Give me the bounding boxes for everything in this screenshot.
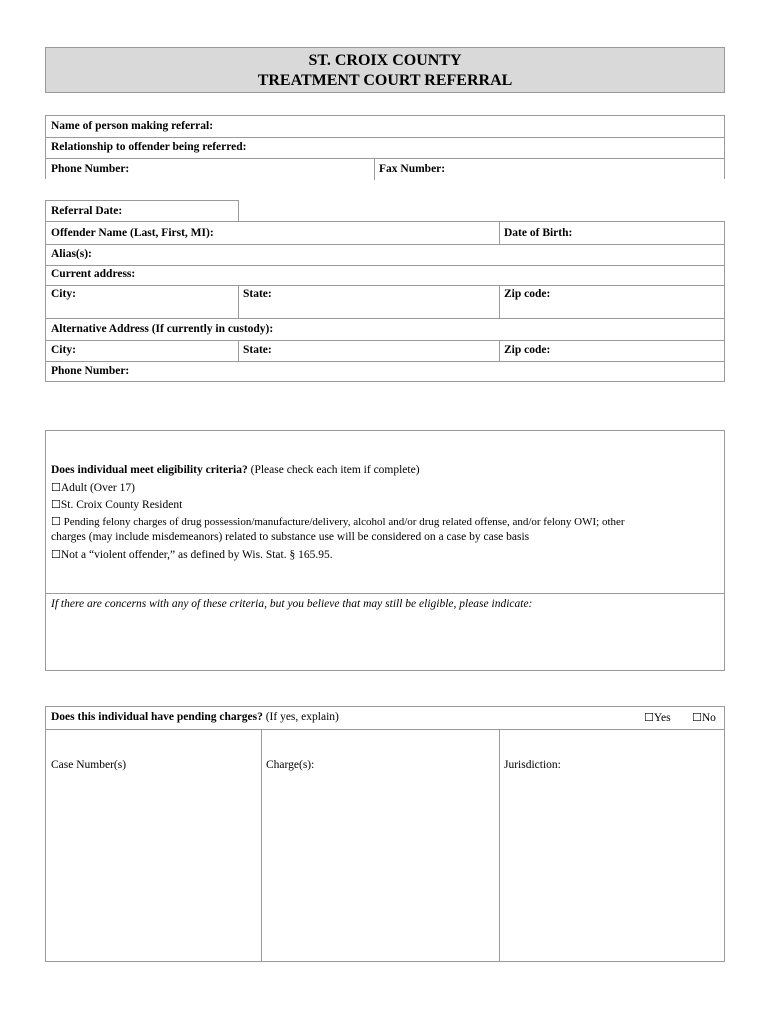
pending-charges-section bbox=[45, 706, 725, 962]
charges-column: Charge(s): bbox=[266, 759, 315, 771]
pending-question-text: Does this individual have pending charges? bbox=[51, 711, 263, 723]
city-label: City: bbox=[51, 288, 76, 300]
eligibility-item-resident[interactable]: ☐St. Croix County Resident bbox=[51, 498, 183, 511]
state-label: State: bbox=[243, 288, 272, 300]
checkbox-icon[interactable]: ☐ bbox=[51, 498, 61, 511]
referrer-relationship-label: Relationship to offender being referred: bbox=[51, 141, 247, 153]
alt-zip-label: Zip code: bbox=[504, 344, 551, 356]
eligibility-question-note: (Please check each item if complete) bbox=[247, 464, 420, 476]
checkbox-icon[interactable]: ☐ bbox=[692, 711, 702, 724]
jurisdiction-column: Jurisdiction: bbox=[504, 759, 561, 771]
referral-date-field[interactable] bbox=[45, 200, 239, 222]
eligibility-item-adult[interactable]: ☐Adult (Over 17) bbox=[51, 481, 135, 494]
referrer-section bbox=[45, 115, 725, 179]
checkbox-icon[interactable]: ☐ bbox=[51, 481, 61, 494]
zip-label: Zip code: bbox=[504, 288, 551, 300]
alt-state-label: State: bbox=[243, 344, 272, 356]
eligibility-concerns-prompt: If there are concerns with any of these criteria, but you believe that may still be eligible, please indicate: bbox=[51, 598, 533, 610]
referral-date-label: Referral Date: bbox=[51, 205, 123, 217]
eligibility-item-felony[interactable]: ☐ Pending felony charges of drug possession/manufacture/delivery, alcohol and/or drug related offense, and/or felony OWI; other bbox=[51, 515, 625, 528]
pending-question-note: (If yes, explain) bbox=[262, 711, 339, 723]
eligibility-section bbox=[45, 430, 725, 671]
referrer-name-label: Name of person making referral: bbox=[51, 120, 214, 132]
alias-label: Alias(s): bbox=[51, 248, 92, 260]
alt-city-label: City: bbox=[51, 344, 76, 356]
county-title: ST. CROIX COUNTY bbox=[308, 52, 462, 69]
offender-name-label: Offender Name (Last, First, MI): bbox=[51, 227, 214, 239]
alt-address-label: Alternative Address (If currently in custody): bbox=[51, 323, 274, 335]
eligibility-question-text: Does individual meet eligibility criteria? bbox=[51, 464, 248, 476]
referrer-fax-label: Fax Number: bbox=[379, 163, 446, 175]
referrer-phone-label: Phone Number: bbox=[51, 163, 130, 175]
pending-yes-option[interactable]: ☐Yes bbox=[644, 711, 671, 724]
offender-section bbox=[45, 221, 725, 382]
dob-label: Date of Birth: bbox=[504, 227, 573, 239]
checkbox-icon[interactable]: ☐ bbox=[51, 548, 61, 561]
case-number-column: Case Number(s) bbox=[51, 759, 127, 771]
pending-question bbox=[51, 711, 339, 723]
eligibility-item-felony-cont: charges (may include misdemeanors) related to substance use will be considered on a case by case basis bbox=[51, 531, 530, 543]
offender-phone-label: Phone Number: bbox=[51, 365, 130, 377]
checkbox-icon[interactable]: ☐ bbox=[644, 711, 654, 724]
pending-no-option[interactable]: ☐No bbox=[692, 711, 716, 724]
eligibility-question bbox=[51, 464, 420, 476]
checkbox-icon[interactable]: ☐ bbox=[51, 515, 61, 528]
eligibility-item-violent[interactable]: ☐Not a “violent offender,” as defined by Wis. Stat. § 165.95. bbox=[51, 548, 333, 561]
form-title bbox=[45, 47, 725, 93]
form-name-title: TREATMENT COURT REFERRAL bbox=[257, 72, 513, 89]
current-address-label: Current address: bbox=[51, 268, 136, 280]
